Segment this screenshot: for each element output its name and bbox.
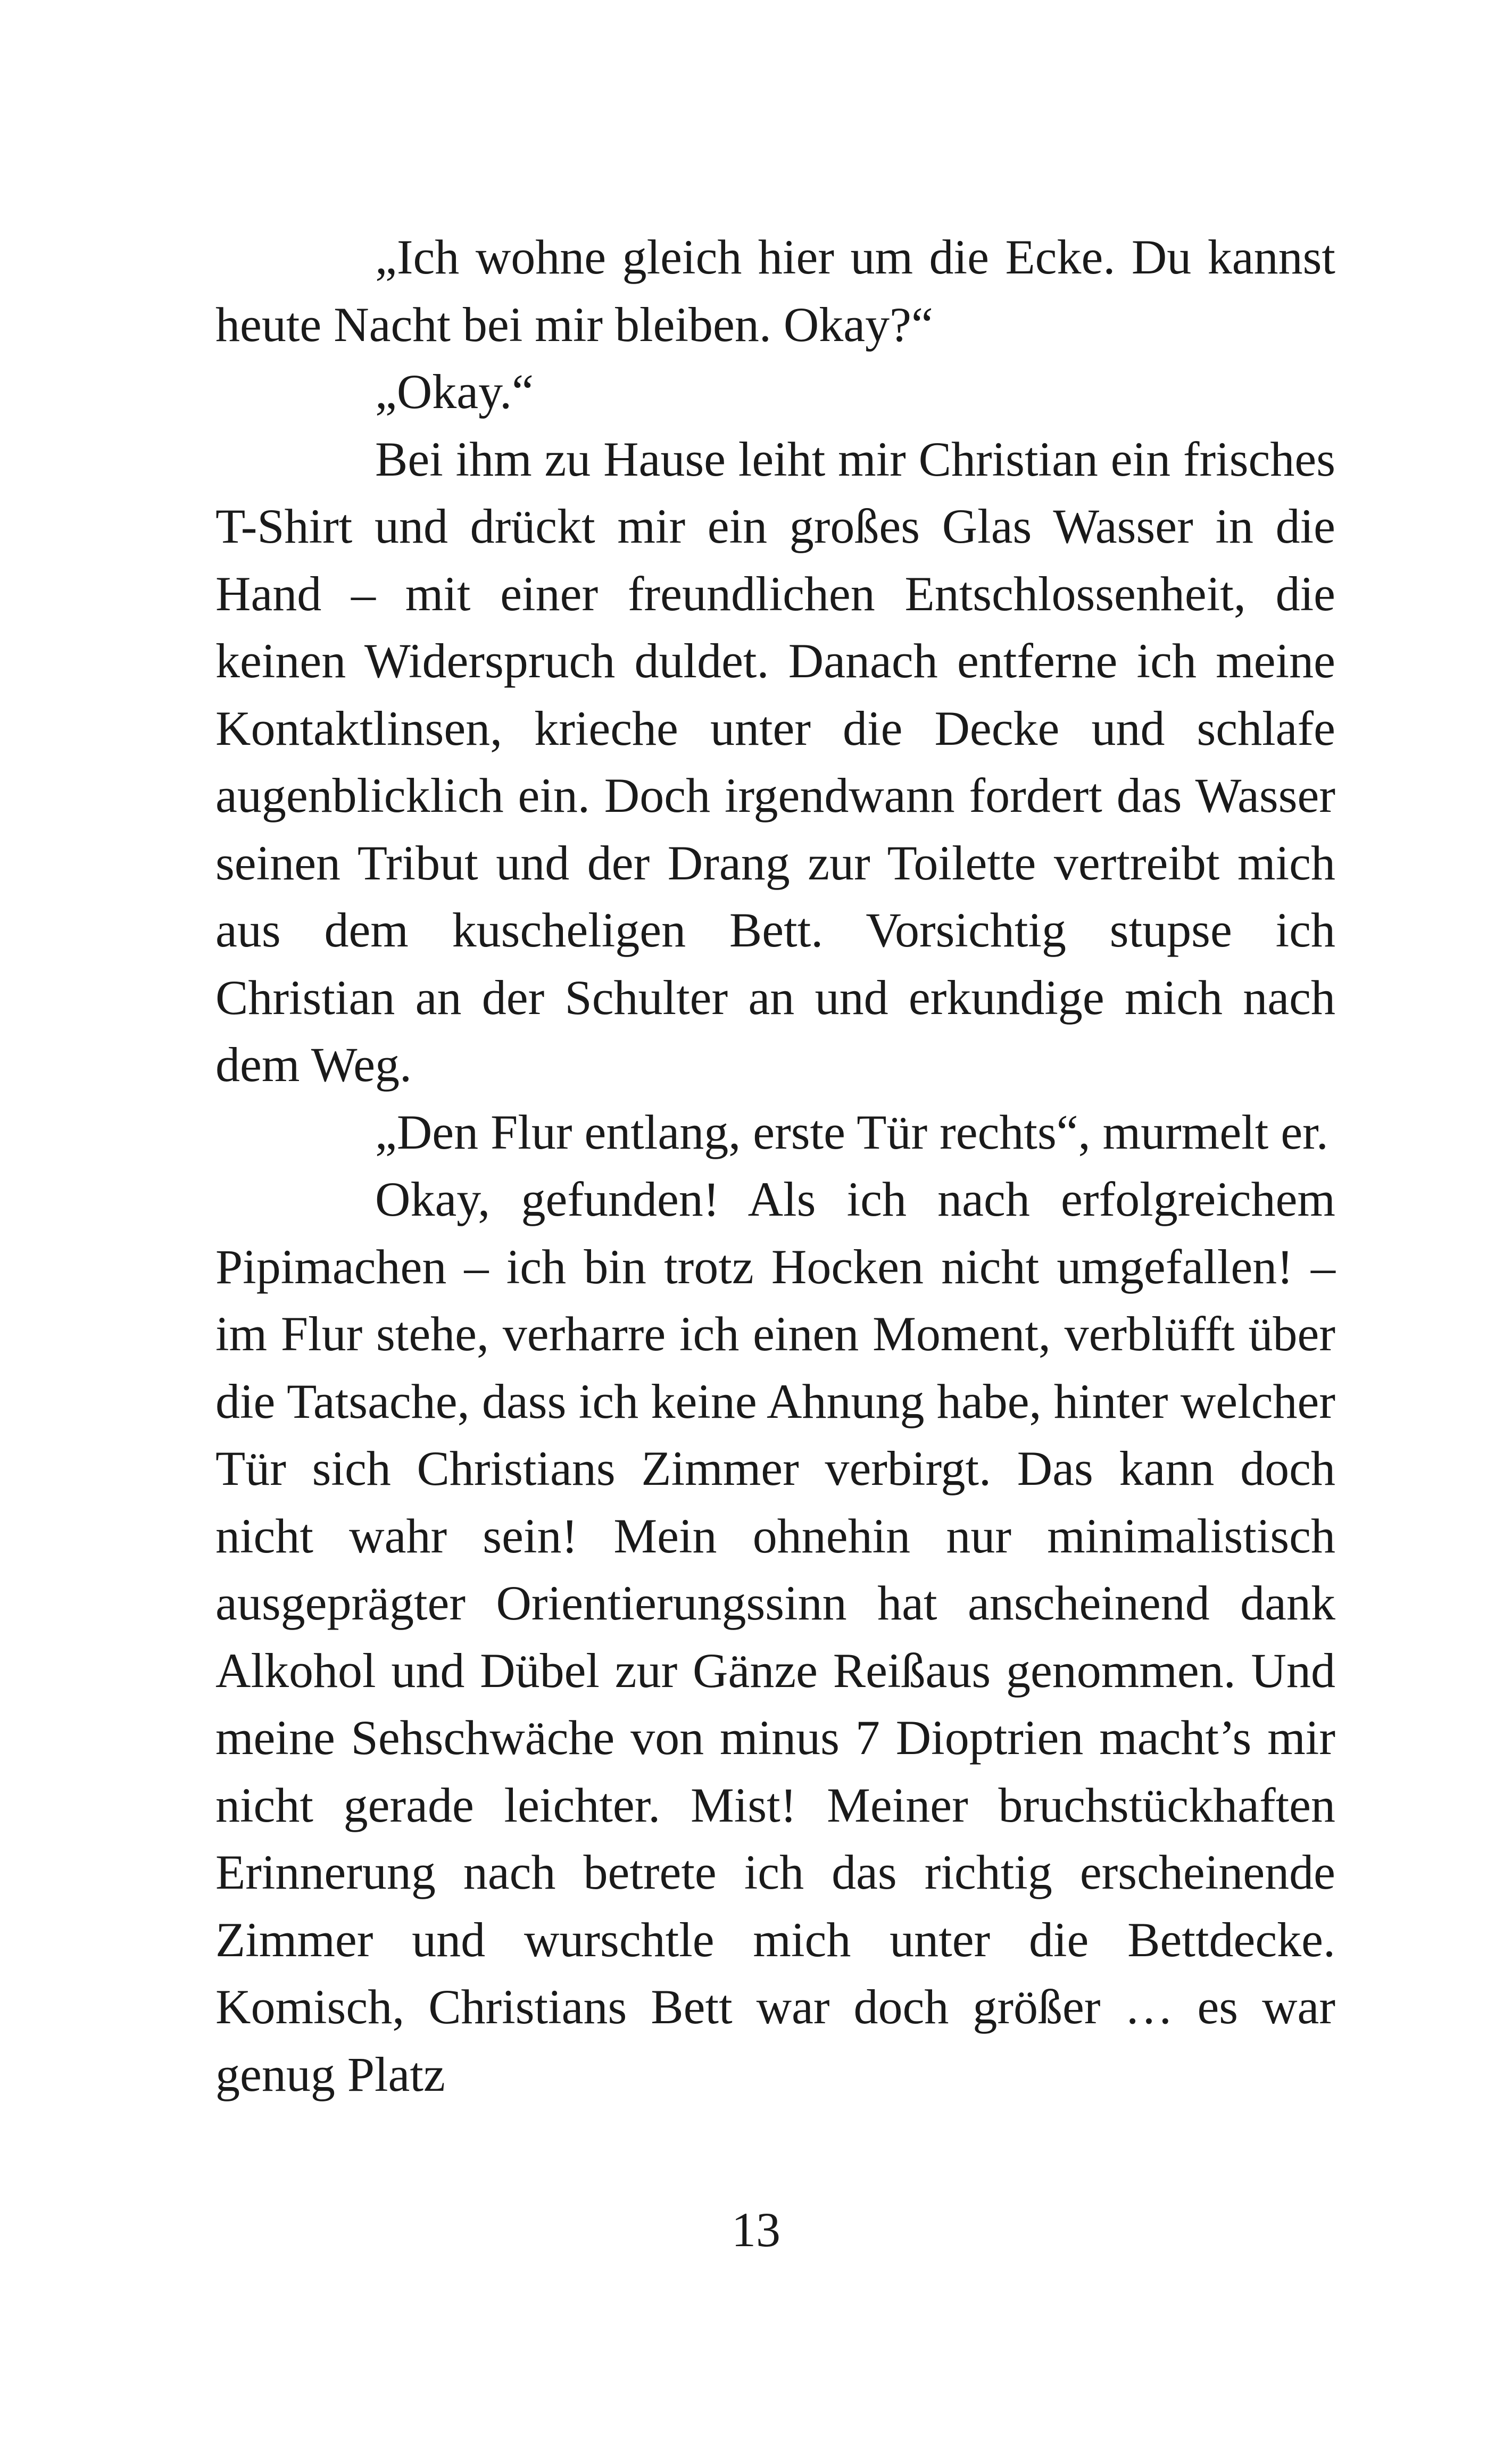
paragraph-3: Bei ihm zu Hause leiht mir Christian ein frisches T-Shirt und drückt mir ein großes Glas Wasser in die Hand – mit einer freundlichen Entschlossenheit, die keinen Widerspruch duldet. Danach entferne ich meine Kontaktlinsen, krieche unter die Decke und schlafe augenblicklich ein. Doch irgendwann fordert das Wasser seinen Tribut und der Drang zur Toilette vertreibt mich aus dem kuscheligen Bett. Vorsichtig stupse ich Christian an der Schulter an und erkundige mich nach dem Weg. [215,431,1335,1092]
paragraph-1: „Ich wohne gleich hier um die Ecke. Du kannst heute Nacht bei mir bleiben. Okay?“ [215,230,1335,352]
page-number: 13 [732,2203,780,2257]
paragraph-2: „Okay.“ [375,364,534,419]
paragraph-5: Okay, gefunden! Als ich nach erfolgreichem Pipimachen – ich bin trotz Hocken nicht umgefallen! – im Flur stehe, verharre ich einen Moment, verblüfft über die Tatsache, dass ich keine Ahnung habe, hinter welcher Tür sich Christians Zimmer verbirgt. Das kann doch nicht wahr sein! Mein ohnehin nur minimalistisch ausgeprägter Orientierungssinn hat anscheinend dank Alkohol und Dübel zur Gänze Reißaus genommen. Und meine Sehschwäche von minus 7 Dioptrien macht’s mir nicht gerade leichter. Mist! Meiner bruchstückhaften Erinnerung nach betrete ich das richtig erscheinende Zimmer und wurschtle mich unter die Bettdecke. Komisch, Christians Bett war doch größer … es war genug Platz [215,1172,1335,2101]
body-text [215,223,1335,2108]
paragraph-4: „Den Flur entlang, erste Tür rechts“, murmelt er. [375,1104,1328,1159]
